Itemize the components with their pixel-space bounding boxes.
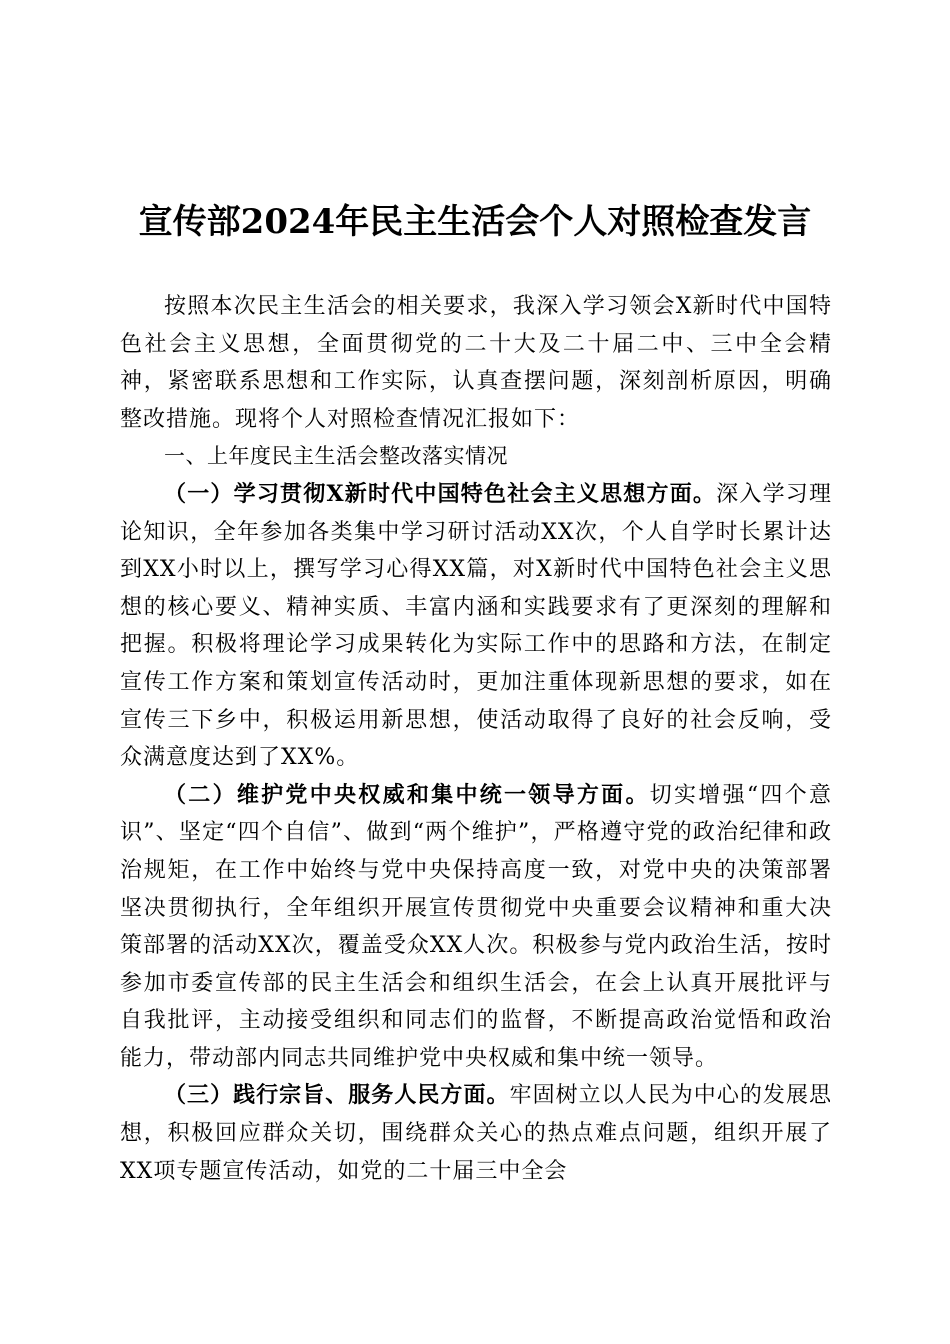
subsection-2-text: 切实增强“四个意识”、坚定“四个自信”、做到“两个维护”，严格遵守党的政治纪律和政治规矩，在工作中始终与党中央保持高度一致，对党中央的决策部署坚决贯彻执行，全年组织开展宣传贯彻党中央重要会议精神和重大决策部署的活动XX次，覆盖受众XX人次。积极参与党内政治生活，按时参加市委宣传部的民主生活会和组织生活会，在会上认真开展批评与自我批评，主动接受组织和同志们的监督，不断提高政治觉悟和政治能力，带动部内同志共同维护党中央权威和集中统一领导。 [120,782,832,1071]
subsection-1-paragraph [120,476,832,777]
subsection-2-lead: （二）维护党中央权威和集中统一领导方面。 [164,781,650,808]
section-heading-1: 一、上年度民主生活会整改落实情况 [164,444,508,469]
subsection-2-paragraph [120,777,832,1078]
intro-paragraph: 按照本次民主生活会的相关要求，我深入学习领会X新时代中国特色社会主义思想，全面贯彻党的二十大及二十届二中、三中全会精神，紧密联系思想和工作实际，认真查摆问题，深刻剖析原因，明确整改措施。现将个人对照检查情况汇报如下： [120,294,832,432]
subsection-3-paragraph [120,1077,832,1190]
subsection-3-text: 牢固树立以人民为中心的发展思想，积极回应群众关切，围绕群众关心的热点难点问题，组织开展了XX项专题宣传活动，如党的二十届三中全会 [120,1083,832,1184]
subsection-3-lead: （三）践行宗旨、服务人民方面。 [164,1082,510,1109]
subsection-1-lead: （一）学习贯彻X新时代中国特色社会主义思想方面。 [164,480,717,507]
subsection-1-text: 深入学习理论知识，全年参加各类集中学习研讨活动XX次，个人自学时长累计达到XX小时以上，撰写学习心得XX篇，对X新时代中国特色社会主义思想的核心要义、精神实质、丰富内涵和实践要求有了更深刻的理解和把握。积极将理论学习成果转化为实际工作中的思路和方法，在制定宣传工作方案和策划宣传活动时，更加注重体现新思想的要求，如在宣传三下乡中，积极运用新思想，使活动取得了良好的社会反响，受众满意度达到了XX%。 [120,481,832,771]
document-body [120,288,832,1190]
document-title: 宣传部2024年民主生活会个人对照检查发言 [138,202,812,242]
